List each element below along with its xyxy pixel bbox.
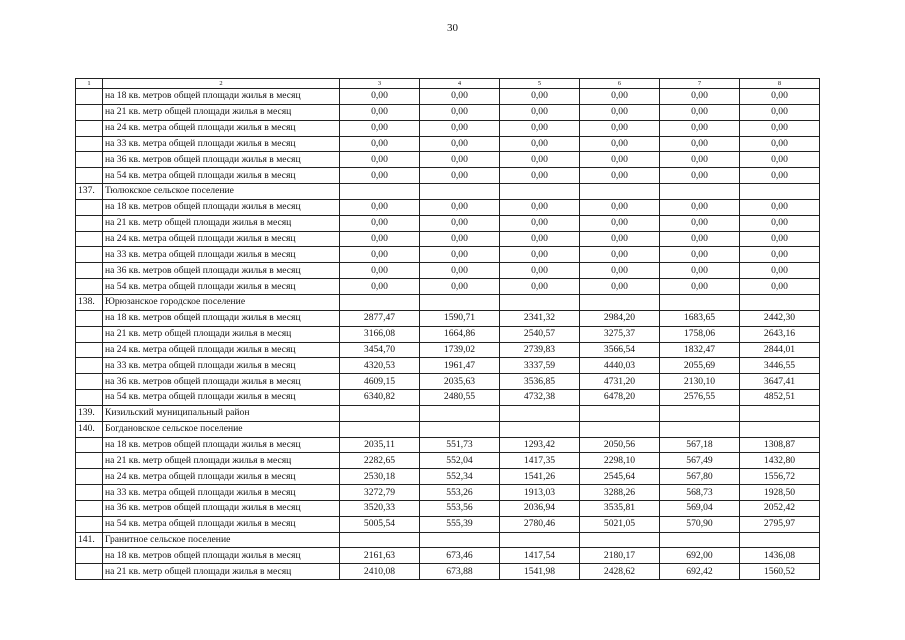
column-number-row <box>76 79 820 89</box>
value-cell: 3337,59 <box>500 358 580 374</box>
row-number: 140. <box>76 421 103 437</box>
column-number: 8 <box>740 79 820 89</box>
value-cell: 0,00 <box>740 168 820 184</box>
value-cell <box>420 532 500 548</box>
table-row <box>76 263 820 279</box>
value-cell: 0,00 <box>500 215 580 231</box>
value-cell: 1758,06 <box>660 326 740 342</box>
value-cell: 2545,64 <box>580 469 660 485</box>
value-cell: 2442,30 <box>740 310 820 326</box>
value-cell: 6478,20 <box>580 390 660 406</box>
value-cell: 0,00 <box>740 120 820 136</box>
settlement-name: Гранитное сельское поселение <box>103 532 340 548</box>
value-cell: 3535,81 <box>580 500 660 516</box>
value-cell: 2877,47 <box>340 310 420 326</box>
row-number <box>76 342 103 358</box>
value-cell: 2643,16 <box>740 326 820 342</box>
table-row <box>76 374 820 390</box>
value-cell: 2795,97 <box>740 516 820 532</box>
value-cell: 0,00 <box>660 89 740 105</box>
value-cell: 0,00 <box>580 231 660 247</box>
row-number <box>76 215 103 231</box>
row-description: на 36 кв. метров общей площади жилья в месяц <box>103 263 340 279</box>
value-cell: 0,00 <box>580 168 660 184</box>
value-cell: 3446,55 <box>740 358 820 374</box>
value-cell: 3454,70 <box>340 342 420 358</box>
row-description: на 54 кв. метра общей площади жилья в месяц <box>103 279 340 295</box>
row-description: на 24 кв. метра общей площади жилья в месяц <box>103 342 340 358</box>
row-number <box>76 358 103 374</box>
value-cell: 2052,42 <box>740 500 820 516</box>
value-cell: 1961,47 <box>420 358 500 374</box>
value-cell: 1541,26 <box>500 469 580 485</box>
row-description: на 54 кв. метра общей площади жилья в месяц <box>103 390 340 406</box>
value-cell: 0,00 <box>580 152 660 168</box>
value-cell: 552,04 <box>420 453 500 469</box>
value-cell: 3166,08 <box>340 326 420 342</box>
row-description: на 18 кв. метров общей площади жилья в месяц <box>103 548 340 564</box>
row-number <box>76 469 103 485</box>
value-cell: 0,00 <box>740 136 820 152</box>
value-cell: 0,00 <box>660 263 740 279</box>
value-cell: 1293,42 <box>500 437 580 453</box>
value-cell: 1308,87 <box>740 437 820 453</box>
value-cell <box>740 405 820 421</box>
value-cell: 551,73 <box>420 437 500 453</box>
value-cell: 2282,65 <box>340 453 420 469</box>
value-cell <box>500 184 580 200</box>
value-cell: 692,42 <box>660 564 740 580</box>
value-cell: 0,00 <box>500 120 580 136</box>
section-row <box>76 184 820 200</box>
value-cell: 569,04 <box>660 500 740 516</box>
value-cell: 2130,10 <box>660 374 740 390</box>
value-cell: 0,00 <box>420 89 500 105</box>
table-row <box>76 485 820 501</box>
table-row <box>76 215 820 231</box>
row-description: на 21 кв. метр общей площади жилья в месяц <box>103 326 340 342</box>
page-number: 30 <box>447 22 458 34</box>
table-row <box>76 120 820 136</box>
value-cell: 3647,41 <box>740 374 820 390</box>
value-cell: 3272,79 <box>340 485 420 501</box>
value-cell: 0,00 <box>420 231 500 247</box>
value-cell: 0,00 <box>740 89 820 105</box>
value-cell: 0,00 <box>340 120 420 136</box>
settlement-name: Кизильский муниципальный район <box>103 405 340 421</box>
value-cell <box>660 405 740 421</box>
value-cell: 692,00 <box>660 548 740 564</box>
value-cell: 1417,35 <box>500 453 580 469</box>
value-cell: 0,00 <box>420 152 500 168</box>
value-cell: 0,00 <box>420 120 500 136</box>
value-cell <box>420 421 500 437</box>
row-number <box>76 485 103 501</box>
value-cell: 3275,37 <box>580 326 660 342</box>
table-row <box>76 390 820 406</box>
value-cell: 0,00 <box>340 199 420 215</box>
value-cell: 0,00 <box>580 279 660 295</box>
value-cell: 0,00 <box>660 104 740 120</box>
value-cell: 567,18 <box>660 437 740 453</box>
value-cell: 0,00 <box>740 231 820 247</box>
value-cell: 2035,63 <box>420 374 500 390</box>
value-cell: 0,00 <box>660 231 740 247</box>
column-number: 2 <box>103 79 340 89</box>
row-number: 138. <box>76 294 103 310</box>
value-cell: 0,00 <box>420 215 500 231</box>
value-cell: 0,00 <box>660 168 740 184</box>
row-number <box>76 136 103 152</box>
value-cell: 570,90 <box>660 516 740 532</box>
value-cell: 0,00 <box>420 199 500 215</box>
row-description: на 54 кв. метра общей площади жилья в месяц <box>103 516 340 532</box>
value-cell: 2428,62 <box>580 564 660 580</box>
value-cell: 0,00 <box>660 199 740 215</box>
row-number <box>76 263 103 279</box>
row-number <box>76 89 103 105</box>
value-cell: 0,00 <box>740 247 820 263</box>
value-cell <box>340 532 420 548</box>
table-row <box>76 89 820 105</box>
table-row <box>76 168 820 184</box>
value-cell <box>340 184 420 200</box>
value-cell: 2298,10 <box>580 453 660 469</box>
row-description: на 33 кв. метра общей площади жилья в месяц <box>103 136 340 152</box>
value-cell: 2540,57 <box>500 326 580 342</box>
row-description: на 24 кв. метра общей площади жилья в месяц <box>103 231 340 247</box>
value-cell <box>580 421 660 437</box>
table-row <box>76 326 820 342</box>
value-cell: 2180,17 <box>580 548 660 564</box>
row-description: на 18 кв. метров общей площади жилья в месяц <box>103 199 340 215</box>
value-cell: 0,00 <box>500 104 580 120</box>
row-description: на 18 кв. метров общей площади жилья в месяц <box>103 437 340 453</box>
value-cell: 0,00 <box>340 104 420 120</box>
value-cell: 0,00 <box>500 152 580 168</box>
row-description: на 36 кв. метров общей площади жилья в месяц <box>103 374 340 390</box>
value-cell: 0,00 <box>340 152 420 168</box>
value-cell: 552,34 <box>420 469 500 485</box>
value-cell: 2576,55 <box>660 390 740 406</box>
value-cell <box>660 184 740 200</box>
value-cell: 1664,86 <box>420 326 500 342</box>
value-cell: 0,00 <box>500 168 580 184</box>
value-cell: 0,00 <box>740 215 820 231</box>
value-cell: 2739,83 <box>500 342 580 358</box>
table-row <box>76 310 820 326</box>
row-number <box>76 199 103 215</box>
row-number <box>76 104 103 120</box>
value-cell <box>420 294 500 310</box>
settlement-name: Богдановское сельское поселение <box>103 421 340 437</box>
value-cell: 0,00 <box>420 247 500 263</box>
value-cell: 0,00 <box>340 231 420 247</box>
table-row <box>76 342 820 358</box>
value-cell: 567,80 <box>660 469 740 485</box>
value-cell: 0,00 <box>580 104 660 120</box>
tariff-table <box>75 78 820 580</box>
value-cell: 0,00 <box>420 263 500 279</box>
value-cell: 0,00 <box>420 279 500 295</box>
value-cell: 0,00 <box>660 279 740 295</box>
row-number <box>76 152 103 168</box>
value-cell: 4731,20 <box>580 374 660 390</box>
value-cell: 0,00 <box>580 263 660 279</box>
table-row <box>76 104 820 120</box>
value-cell: 0,00 <box>740 104 820 120</box>
value-cell: 0,00 <box>660 120 740 136</box>
value-cell: 2035,11 <box>340 437 420 453</box>
value-cell: 0,00 <box>500 136 580 152</box>
value-cell: 568,73 <box>660 485 740 501</box>
row-number <box>76 500 103 516</box>
value-cell <box>740 184 820 200</box>
value-cell <box>580 184 660 200</box>
value-cell: 1432,80 <box>740 453 820 469</box>
value-cell <box>500 294 580 310</box>
column-number: 7 <box>660 79 740 89</box>
value-cell: 0,00 <box>340 279 420 295</box>
value-cell: 1417,54 <box>500 548 580 564</box>
value-cell: 1683,65 <box>660 310 740 326</box>
value-cell: 0,00 <box>580 89 660 105</box>
value-cell: 0,00 <box>500 263 580 279</box>
value-cell: 0,00 <box>660 215 740 231</box>
value-cell <box>740 294 820 310</box>
row-number <box>76 120 103 136</box>
value-cell <box>500 405 580 421</box>
value-cell: 0,00 <box>500 247 580 263</box>
value-cell <box>660 294 740 310</box>
value-cell: 2341,32 <box>500 310 580 326</box>
row-number <box>76 231 103 247</box>
value-cell: 2050,56 <box>580 437 660 453</box>
value-cell: 553,56 <box>420 500 500 516</box>
value-cell: 567,49 <box>660 453 740 469</box>
table-row <box>76 231 820 247</box>
value-cell: 4732,38 <box>500 390 580 406</box>
row-description: на 21 кв. метр общей площади жилья в месяц <box>103 453 340 469</box>
row-description: на 54 кв. метра общей площади жилья в месяц <box>103 168 340 184</box>
value-cell: 1560,52 <box>740 564 820 580</box>
value-cell: 3566,54 <box>580 342 660 358</box>
value-cell: 1436,08 <box>740 548 820 564</box>
section-row <box>76 294 820 310</box>
row-description: на 18 кв. метров общей площади жилья в месяц <box>103 310 340 326</box>
column-number: 4 <box>420 79 500 89</box>
row-description: на 24 кв. метра общей площади жилья в месяц <box>103 469 340 485</box>
table-row <box>76 279 820 295</box>
row-number <box>76 326 103 342</box>
row-number <box>76 279 103 295</box>
value-cell <box>580 532 660 548</box>
value-cell: 3520,33 <box>340 500 420 516</box>
value-cell: 2780,46 <box>500 516 580 532</box>
value-cell: 2984,20 <box>580 310 660 326</box>
value-cell: 1832,47 <box>660 342 740 358</box>
table-row <box>76 152 820 168</box>
value-cell: 0,00 <box>420 104 500 120</box>
row-number <box>76 453 103 469</box>
value-cell <box>580 294 660 310</box>
value-cell <box>340 421 420 437</box>
section-row <box>76 532 820 548</box>
value-cell: 1913,03 <box>500 485 580 501</box>
value-cell: 0,00 <box>420 168 500 184</box>
section-row <box>76 421 820 437</box>
row-description: на 33 кв. метра общей площади жилья в месяц <box>103 485 340 501</box>
value-cell: 1739,02 <box>420 342 500 358</box>
row-number <box>76 247 103 263</box>
table-row <box>76 564 820 580</box>
value-cell: 0,00 <box>420 136 500 152</box>
table-row <box>76 358 820 374</box>
column-number: 3 <box>340 79 420 89</box>
value-cell: 6340,82 <box>340 390 420 406</box>
value-cell: 0,00 <box>660 247 740 263</box>
value-cell: 555,39 <box>420 516 500 532</box>
value-cell: 2480,55 <box>420 390 500 406</box>
value-cell <box>500 421 580 437</box>
value-cell <box>740 532 820 548</box>
value-cell: 4440,03 <box>580 358 660 374</box>
value-cell: 2161,63 <box>340 548 420 564</box>
row-number <box>76 548 103 564</box>
row-description: на 33 кв. метра общей площади жилья в месяц <box>103 247 340 263</box>
value-cell: 0,00 <box>500 89 580 105</box>
column-number: 6 <box>580 79 660 89</box>
value-cell <box>420 184 500 200</box>
value-cell: 0,00 <box>340 136 420 152</box>
row-number: 137. <box>76 184 103 200</box>
value-cell: 3288,26 <box>580 485 660 501</box>
value-cell: 0,00 <box>740 279 820 295</box>
settlement-name: Юрюзанское городское поселение <box>103 294 340 310</box>
settlement-name: Тюлюкское сельское поселение <box>103 184 340 200</box>
value-cell: 2530,18 <box>340 469 420 485</box>
value-cell: 0,00 <box>740 152 820 168</box>
row-description: на 33 кв. метра общей площади жилья в месяц <box>103 358 340 374</box>
row-description: на 18 кв. метров общей площади жилья в месяц <box>103 89 340 105</box>
table-row <box>76 469 820 485</box>
value-cell <box>660 532 740 548</box>
value-cell <box>340 405 420 421</box>
value-cell: 1590,71 <box>420 310 500 326</box>
value-cell: 553,26 <box>420 485 500 501</box>
value-cell: 0,00 <box>500 231 580 247</box>
row-description: на 21 кв. метр общей площади жилья в месяц <box>103 215 340 231</box>
column-number: 1 <box>76 79 103 89</box>
table-row <box>76 437 820 453</box>
column-number: 5 <box>500 79 580 89</box>
row-number: 141. <box>76 532 103 548</box>
value-cell: 0,00 <box>580 120 660 136</box>
value-cell: 2036,94 <box>500 500 580 516</box>
value-cell: 673,88 <box>420 564 500 580</box>
value-cell: 0,00 <box>340 89 420 105</box>
value-cell <box>420 405 500 421</box>
value-cell: 0,00 <box>660 136 740 152</box>
value-cell: 5005,54 <box>340 516 420 532</box>
row-description: на 36 кв. метров общей площади жилья в месяц <box>103 152 340 168</box>
value-cell: 0,00 <box>340 168 420 184</box>
row-number <box>76 390 103 406</box>
value-cell: 0,00 <box>740 263 820 279</box>
table-row <box>76 199 820 215</box>
value-cell: 0,00 <box>340 215 420 231</box>
value-cell: 0,00 <box>340 263 420 279</box>
row-number <box>76 437 103 453</box>
value-cell: 2410,08 <box>340 564 420 580</box>
value-cell <box>660 421 740 437</box>
value-cell: 0,00 <box>500 279 580 295</box>
row-number <box>76 516 103 532</box>
value-cell: 1541,98 <box>500 564 580 580</box>
value-cell: 0,00 <box>580 215 660 231</box>
row-number <box>76 168 103 184</box>
value-cell: 0,00 <box>580 199 660 215</box>
row-description: на 36 кв. метров общей площади жилья в месяц <box>103 500 340 516</box>
value-cell: 0,00 <box>340 247 420 263</box>
table-row <box>76 453 820 469</box>
row-description: на 24 кв. метра общей площади жилья в месяц <box>103 120 340 136</box>
table-row <box>76 516 820 532</box>
row-number <box>76 310 103 326</box>
row-number: 139. <box>76 405 103 421</box>
value-cell <box>740 421 820 437</box>
value-cell: 673,46 <box>420 548 500 564</box>
value-cell: 0,00 <box>500 199 580 215</box>
row-description: на 21 кв. метр общей площади жилья в месяц <box>103 104 340 120</box>
value-cell: 0,00 <box>580 136 660 152</box>
value-cell: 2055,69 <box>660 358 740 374</box>
value-cell <box>580 405 660 421</box>
value-cell <box>340 294 420 310</box>
table-row <box>76 247 820 263</box>
row-number <box>76 564 103 580</box>
value-cell: 5021,05 <box>580 516 660 532</box>
value-cell: 3536,85 <box>500 374 580 390</box>
table-row <box>76 548 820 564</box>
section-row <box>76 405 820 421</box>
row-number <box>76 374 103 390</box>
value-cell: 1928,50 <box>740 485 820 501</box>
table-row <box>76 136 820 152</box>
value-cell: 4320,53 <box>340 358 420 374</box>
value-cell: 2844,01 <box>740 342 820 358</box>
value-cell <box>500 532 580 548</box>
value-cell: 0,00 <box>740 199 820 215</box>
table-row <box>76 500 820 516</box>
value-cell: 4852,51 <box>740 390 820 406</box>
value-cell: 0,00 <box>660 152 740 168</box>
row-description: на 21 кв. метр общей площади жилья в месяц <box>103 564 340 580</box>
value-cell: 4609,15 <box>340 374 420 390</box>
value-cell: 1556,72 <box>740 469 820 485</box>
value-cell: 0,00 <box>580 247 660 263</box>
